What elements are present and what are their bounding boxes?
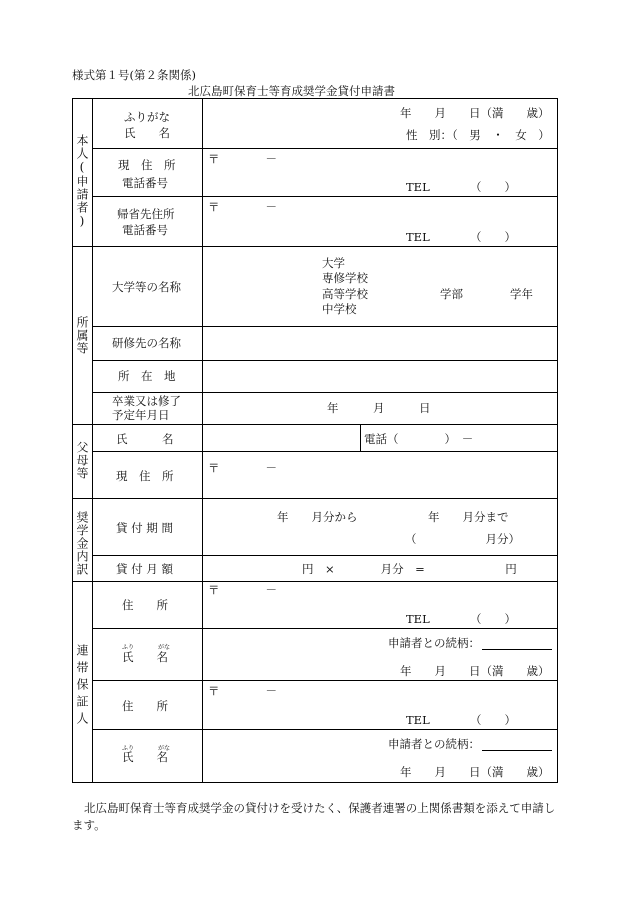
guarantor1-address-label: 住 所: [122, 598, 168, 612]
guarantor2-postal-field[interactable]: 〒 －: [208, 684, 277, 698]
guarantor1-name-label: 氏 名: [122, 650, 168, 664]
parent-address-label: 現 住 所: [116, 469, 174, 483]
guarantor2-ruby-mei: がな: [158, 745, 171, 752]
guarantor1-postal-field[interactable]: 〒 －: [208, 583, 277, 597]
monthly-label: 貸 付 月 額: [116, 562, 173, 576]
section-breakdown: 奨学金内訳: [75, 511, 89, 576]
name-label: 氏 名: [124, 126, 170, 140]
grad-label-2: 予定年月日: [112, 408, 170, 422]
home-postal-field[interactable]: 〒 －: [208, 200, 277, 214]
amount-field[interactable]: 円 × 月分 = 円: [302, 562, 517, 576]
period-total-field[interactable]: （ 月分）: [405, 532, 520, 546]
home-phone-label: 電話番号: [122, 223, 168, 237]
guarantor2-birth-field[interactable]: 年 月 日（満 歳）: [400, 765, 550, 779]
section-applicant: 本人(申請者): [75, 134, 89, 229]
guarantor2-ruby-shi: ふり: [122, 745, 135, 752]
birth-field[interactable]: 年 月 日（満 歳）: [400, 106, 550, 120]
period-from-field[interactable]: 年 月分から: [277, 510, 358, 524]
guarantor1-birth-field[interactable]: 年 月 日（満 歳）: [400, 664, 550, 678]
grad-label-1: 卒業又は修了: [112, 394, 181, 408]
period-to-field[interactable]: 年 月分まで: [428, 510, 509, 524]
guarantor2-relation-underline: [482, 750, 552, 751]
grade-field[interactable]: 学年: [510, 287, 533, 301]
guarantor2-name-label: 氏 名: [122, 750, 168, 764]
guarantor1-relation-field[interactable]: 申請者との続柄：: [388, 636, 480, 650]
location-label: 所 在 地: [118, 369, 176, 383]
application-statement: 北広島町保育士等育成奨学金の貸付けを受けたく、保護者連署の上関係書類を添えて申請します。: [72, 801, 556, 832]
furigana-label: ふりがな: [124, 110, 170, 124]
training-name-label: 研修先の名称: [112, 336, 181, 350]
guarantor2-relation-field[interactable]: 申請者との続柄：: [388, 737, 480, 751]
school-type-1[interactable]: 大学: [322, 256, 345, 270]
section-guarantor: 連帯保証人: [75, 644, 89, 729]
parent-phone-field[interactable]: 電話（ ） －: [364, 432, 474, 446]
postal-field[interactable]: 〒 －: [208, 152, 277, 166]
form-number: 様式第１号(第２条関係): [72, 68, 196, 82]
sex-field[interactable]: 性 別：（ 男 ・ 女 ）: [406, 128, 550, 142]
guarantor1-ruby-shi: ふり: [122, 644, 135, 651]
school-name-label: 大学等の名称: [112, 280, 181, 294]
school-type-2[interactable]: 専修学校: [322, 271, 368, 285]
grad-date-field[interactable]: 年 月 日: [327, 401, 431, 415]
section-affiliation: 所属等: [75, 316, 89, 355]
section-parents: 父母等: [75, 441, 89, 480]
guarantor1-tel-field[interactable]: TEL （ ）: [406, 612, 516, 626]
parent-name-label: 氏 名: [116, 432, 174, 446]
tel-field[interactable]: TEL （ ）: [406, 180, 516, 194]
guarantor1-ruby-mei: がな: [158, 644, 171, 651]
home-address-label: 帰省先住所: [117, 207, 175, 221]
home-tel-field[interactable]: TEL （ ）: [406, 230, 516, 244]
guarantor1-relation-underline: [482, 649, 552, 650]
guarantor2-address-label: 住 所: [122, 699, 168, 713]
guarantor2-tel-field[interactable]: TEL （ ）: [406, 713, 516, 727]
school-type-3[interactable]: 高等学校: [322, 287, 368, 301]
loan-period-label: 貸 付 期 間: [116, 521, 173, 535]
address-label: 現 住 所: [118, 158, 176, 172]
faculty-field[interactable]: 学部: [440, 287, 463, 301]
phone-label: 電話番号: [122, 176, 168, 190]
form-title: 北広島町保育士等育成奨学金貸付申請書: [188, 84, 395, 98]
school-type-4[interactable]: 中学校: [322, 302, 357, 316]
parent-postal-field[interactable]: 〒 －: [208, 461, 277, 475]
